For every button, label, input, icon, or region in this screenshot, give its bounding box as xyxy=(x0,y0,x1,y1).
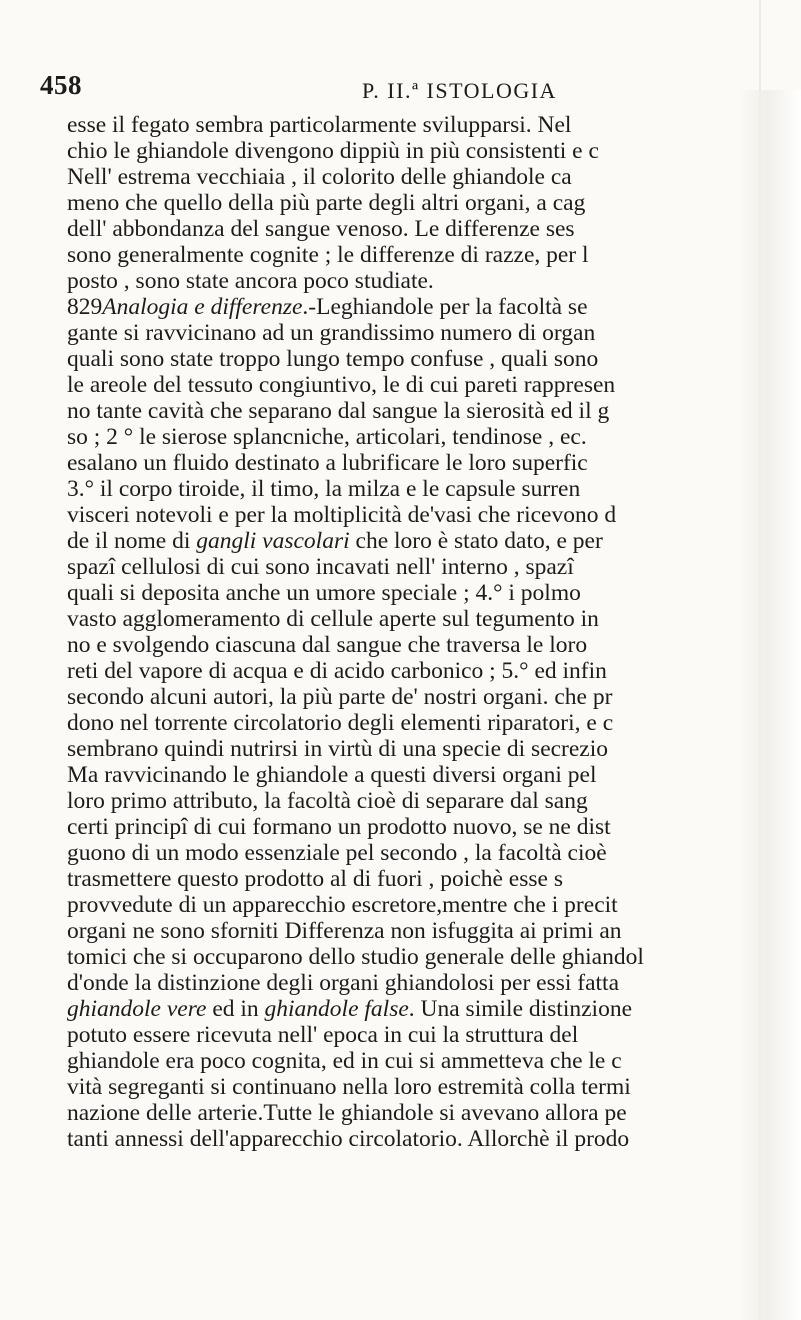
text-line: d'onde la distinzione degli organi ghiandolosi per essi fatta xyxy=(67,970,620,996)
text-line: esse il fegato sembra particolarmente svilupparsi. Nel xyxy=(67,112,572,138)
text-line: spazî cellulosi di cui sono incavati nell' interno , spazî xyxy=(67,554,574,580)
text-line: quali si deposita anche un umore speciale ; 4.° i polmo xyxy=(67,580,581,606)
text-line: trasmettere questo prodotto al di fuori , poichè esse s xyxy=(67,866,563,892)
text-line: quali sono state troppo lungo tempo confuse , quali sono xyxy=(67,346,599,372)
text-line: so ; 2 ° le sierose splancniche, articolari, tendinose , ec. xyxy=(67,424,587,450)
text-line: esalano un fluido destinato a lubrificare le loro superfic xyxy=(67,450,588,476)
text-line: ghiandole era poco cognita, ed in cui si ammetteva che le c xyxy=(67,1048,622,1074)
text-line: le areole del tessuto congiuntivo, le di cui pareti rappresen xyxy=(67,372,616,398)
text-line: Ma ravvicinando le ghiandole a questi diversi organi pel xyxy=(67,762,597,788)
running-head: P. II.ª ISTOLOGIA xyxy=(362,78,557,103)
text-line: sono generalmente cognite ; le differenze di razze, per l xyxy=(67,242,589,268)
text-line: dono nel torrente circolatorio degli elementi riparatori, e c xyxy=(67,710,614,736)
text-line: vità segreganti si continuano nella loro estremità colla termi xyxy=(67,1074,631,1100)
text-line: organi ne sono sforniti Differenza non isfuggita ai primi an xyxy=(67,918,622,944)
text-line: tomici che si occuparono dello studio generale delle ghiandol xyxy=(67,944,644,970)
text-line: no e svolgendo ciascuna dal sangue che traversa le loro xyxy=(67,632,588,658)
text-line: vasto agglomeramento di cellule aperte sul tegumento in xyxy=(67,606,599,632)
text-line: provvedute di un apparecchio escretore,mentre che i precit xyxy=(67,892,618,918)
text-line: no tante cavità che separano dal sangue la sierosità ed il g xyxy=(67,398,610,424)
text-line: visceri notevoli e per la moltiplicità de'vasi che ricevono d xyxy=(67,502,617,528)
text-line: dell' abbondanza del sangue venoso. Le differenze ses xyxy=(67,216,575,242)
text-line: ghiandole vere ed in ghiandole false. Una simile distinzione xyxy=(67,996,632,1022)
text-line: tanti annessi dell'apparecchio circolatorio. Allorchè il prodo xyxy=(67,1126,630,1152)
text-line: certi principî di cui formano un prodotto nuovo, se ne dist xyxy=(67,814,611,840)
text-line: Nell' estrema vecchiaia , il colorito delle ghiandole ca xyxy=(67,164,572,190)
text-line: loro primo attributo, la facoltà cioè di separare dal sang xyxy=(67,788,588,814)
text-line: posto , sono state ancora poco studiate. xyxy=(67,268,434,294)
text-line: de il nome di gangli vascolari che loro è stato dato, e per xyxy=(67,528,603,554)
text-line: sembrano quindi nutrirsi in virtù di una specie di secrezio xyxy=(67,736,609,762)
page-number: 458 xyxy=(40,70,82,100)
text-line: 3.° il corpo tiroide, il timo, la milza e le capsule surren xyxy=(67,476,581,502)
text-line: potuto essere ricevuta nell' epoca in cui la struttura del xyxy=(67,1022,579,1048)
text-line: gante si ravvicinano ad un grandissimo numero di organ xyxy=(67,320,596,346)
text-line: meno che quello della più parte degli altri organi, a cag xyxy=(67,190,586,216)
body-text xyxy=(67,112,767,1152)
text-line: chio le ghiandole divengono dippiù in più consistenti e c xyxy=(67,138,599,164)
text-line: nazione delle arterie.Tutte le ghiandole si avevano allora pe xyxy=(67,1100,627,1126)
text-line: guono di un modo essenziale pel secondo , la facoltà cioè xyxy=(67,840,607,866)
page-header xyxy=(0,70,801,110)
text-line: reti del vapore di acqua e di acido carbonico ; 5.° ed infin xyxy=(67,658,607,684)
text-line: secondo alcuni autori, la più parte de' nostri organi. che pr xyxy=(67,684,613,710)
text-line: 829Analogia e differenze.-Leghiandole per la facoltà se xyxy=(67,294,588,320)
